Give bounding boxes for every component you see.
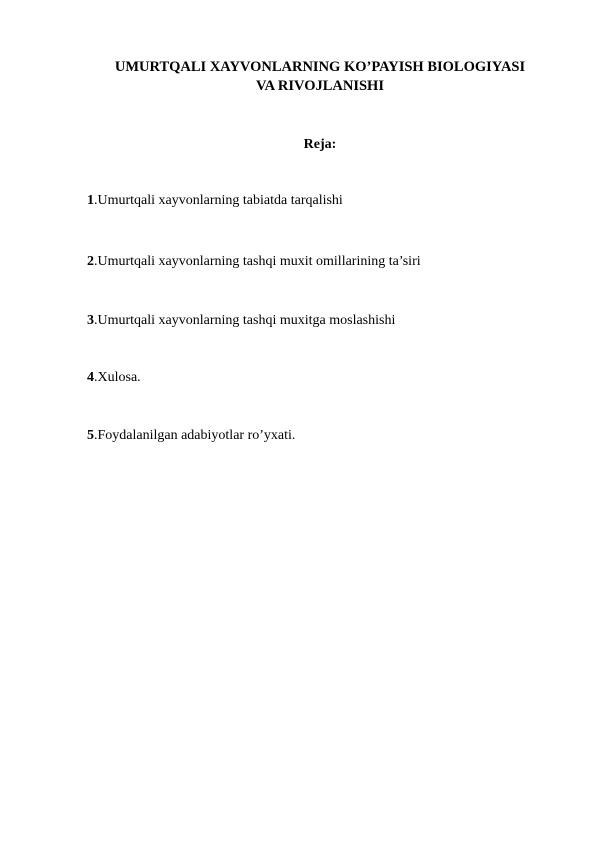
plan-item-text: .Umurtqali xayvonlarning tashqi muxitga moslashishi xyxy=(94,313,396,328)
plan-item-text: .Umurtqali xayvonlarning tabiatda tarqalishi xyxy=(94,193,343,208)
plan-item-text: .Foydalanilgan adabiyotlar ro’yxati. xyxy=(94,428,296,443)
plan-item-2 xyxy=(87,253,421,271)
plan-item-3 xyxy=(87,312,395,330)
plan-item-text: .Xulosa. xyxy=(94,370,141,385)
document-title xyxy=(80,58,560,96)
plan-item-number: 4 xyxy=(87,370,94,385)
plan-item-5 xyxy=(87,427,295,445)
plan-item-number: 2 xyxy=(87,254,94,269)
plan-item-number: 1 xyxy=(87,193,94,208)
plan-item-1 xyxy=(87,192,343,210)
plan-item-number: 5 xyxy=(87,428,94,443)
document-title-line-2: VA RIVOJLANISHI xyxy=(256,78,384,94)
plan-heading: Reja: xyxy=(303,137,337,152)
plan-item-number: 3 xyxy=(87,313,94,328)
document-title-line-1: UMURTQALI XAYVONLARNING KO’PAYISH BIOLOGIYASI xyxy=(114,59,526,75)
plan-item-4 xyxy=(87,369,141,387)
plan-item-text: .Umurtqali xayvonlarning tashqi muxit omillarining ta’siri xyxy=(94,254,421,269)
